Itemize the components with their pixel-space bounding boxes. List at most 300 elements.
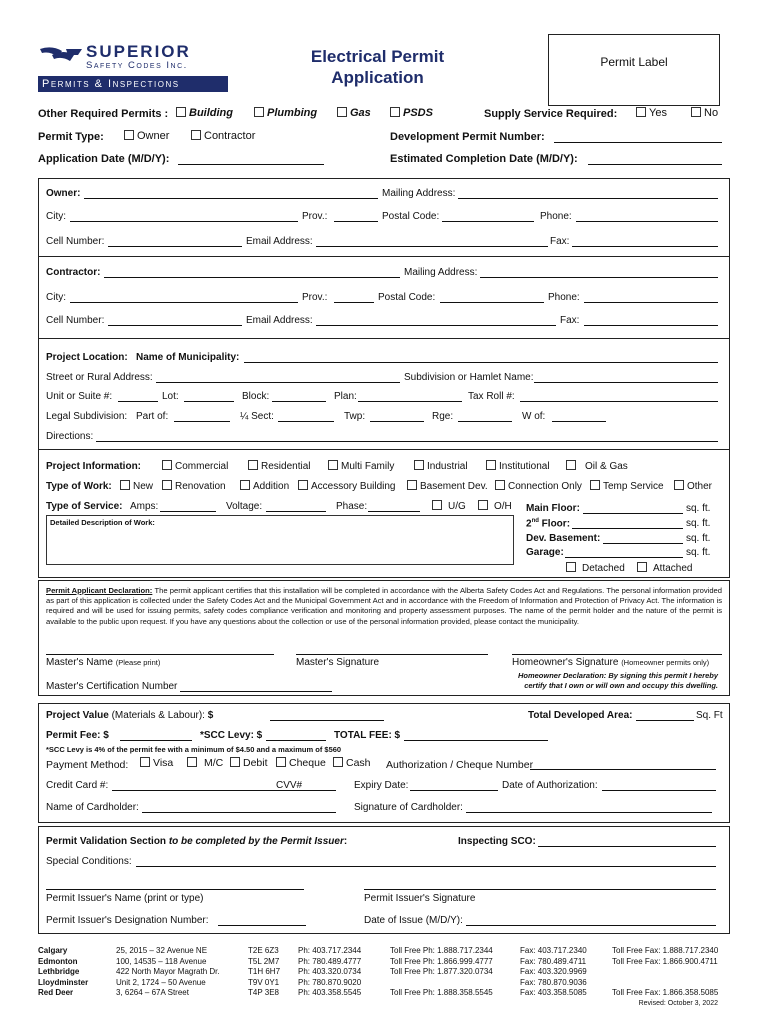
logo-swoosh-icon xyxy=(38,45,84,67)
municipality-field[interactable] xyxy=(244,362,718,363)
owner-fax-field[interactable] xyxy=(572,246,718,247)
work-temp-service-option[interactable] xyxy=(590,480,664,492)
main-floor-field[interactable] xyxy=(583,513,683,514)
permit-type-owner-option[interactable] xyxy=(124,130,169,142)
supply-yes-option[interactable] xyxy=(636,107,667,119)
office-fax: Fax: 403.320.9969 xyxy=(520,967,587,976)
auth-cheque-field[interactable] xyxy=(530,769,716,770)
total-developed-area-unit: Sq. Ft xyxy=(696,710,723,721)
work-renovation-checkbox[interactable] xyxy=(162,480,172,490)
type-of-service-label: Type of Service: xyxy=(46,501,123,512)
permit-type-owner-checkbox[interactable] xyxy=(124,130,134,140)
logo-banner: Permits & Inspections xyxy=(38,76,228,92)
twp-field[interactable] xyxy=(370,421,424,422)
cvv-label: CVV# xyxy=(276,780,303,791)
issuer-name-field[interactable] xyxy=(46,889,304,890)
plumbing-checkbox[interactable] xyxy=(254,107,264,117)
office-postal: T5L 2M7 xyxy=(248,956,280,966)
permit-type-contractor-option[interactable] xyxy=(191,130,255,142)
garage-field[interactable] xyxy=(565,557,683,558)
payment-method-label: Payment Method: xyxy=(46,759,129,771)
total-fee-label: TOTAL FEE: $ xyxy=(334,730,401,741)
owner-postal-field[interactable] xyxy=(442,221,534,222)
garage-label: Garage: xyxy=(526,547,564,558)
owner-prov-label: Prov.: xyxy=(302,211,328,222)
work-addition-label: Addition xyxy=(253,481,290,492)
office-postal: T4P 3E8 xyxy=(248,988,279,997)
work-other-label: Other xyxy=(687,481,713,492)
garage-attached-label: Attached xyxy=(653,563,693,574)
pay-cash-option[interactable] xyxy=(333,757,371,769)
scc-levy-label: *SCC Levy: $ xyxy=(200,730,263,741)
supply-no-option[interactable] xyxy=(691,107,718,119)
owner-city-field[interactable] xyxy=(70,221,298,222)
work-connection-option[interactable] xyxy=(495,480,582,492)
owner-city-label: City: xyxy=(46,211,66,222)
block-field[interactable] xyxy=(272,401,326,402)
office-fax: Fax: 780.489.4711 xyxy=(520,956,587,966)
work-other-checkbox[interactable] xyxy=(674,480,684,490)
voltage-label: Voltage: xyxy=(226,501,263,512)
work-connection-label: Connection Only xyxy=(508,481,582,492)
residential-checkbox[interactable] xyxy=(248,460,258,470)
est-completion-date-label: Estimated Completion Date (M/D/Y): xyxy=(390,153,578,165)
masters-cert-field[interactable] xyxy=(180,691,332,692)
divider-contractor-location xyxy=(38,338,730,339)
owner-phone-label: Phone: xyxy=(540,211,572,222)
footer-phones xyxy=(298,946,361,999)
pay-visa-label: Visa xyxy=(153,757,174,769)
credit-card-field[interactable] xyxy=(112,790,274,791)
commercial-label: Commercial xyxy=(175,461,229,472)
second-floor-field[interactable] xyxy=(572,528,683,529)
municipality-label: Name of Municipality: xyxy=(136,352,240,363)
office-tollfree-fax xyxy=(612,978,718,989)
plan-label: Plan: xyxy=(334,391,357,402)
office-tollfree-phone: Toll Free Ph: 1.866.999.4777 xyxy=(390,956,493,966)
project-information-label: Project Information: xyxy=(46,461,142,472)
owner-cell-label: Cell Number: xyxy=(46,236,105,247)
garage-attached-checkbox[interactable] xyxy=(637,562,647,572)
masters-cert-label: Master's Certification Number xyxy=(46,681,178,692)
unit-suite-label: Unit or Suite #: xyxy=(46,391,113,402)
work-accessory-option[interactable] xyxy=(298,480,395,492)
permit-type-owner-label: Owner xyxy=(137,130,170,142)
office-postal: T2E 6Z3 xyxy=(248,946,279,955)
issuer-signature-label: Permit Issuer's Signature xyxy=(364,893,476,904)
work-addition-checkbox[interactable] xyxy=(240,480,250,490)
plumbing-label: Plumbing xyxy=(267,107,318,119)
directions-label: Directions: xyxy=(46,431,94,442)
pay-visa-checkbox[interactable] xyxy=(140,757,150,767)
permit-fee-field[interactable] xyxy=(120,740,192,741)
footer-faxes xyxy=(520,946,587,999)
ug-checkbox[interactable] xyxy=(432,500,442,510)
dev-basement-field[interactable] xyxy=(603,543,683,544)
form-title xyxy=(290,46,465,88)
work-connection-checkbox[interactable] xyxy=(495,480,505,490)
oh-option[interactable] xyxy=(478,500,512,512)
owner-email-label: Email Address: xyxy=(246,236,313,247)
office-phone: Ph: 403.320.0734 xyxy=(298,967,362,976)
garage-unit: sq. ft. xyxy=(686,547,711,558)
office-phone: Ph: 403.358.5545 xyxy=(298,988,362,997)
cardholder-signature-label: Signature of Cardholder: xyxy=(354,802,463,813)
office-phone: Ph: 403.717.2344 xyxy=(298,946,362,955)
dev-permit-number-field[interactable] xyxy=(554,142,722,143)
industrial-checkbox[interactable] xyxy=(414,460,424,470)
office-postal: T9V 0Y1 xyxy=(248,977,280,987)
institutional-option[interactable] xyxy=(486,460,550,472)
office-tollfree-phone: Toll Free Ph: 1.888.717.2344 xyxy=(390,946,493,955)
logo-main-text: SUPERIOR xyxy=(86,42,191,61)
subdivision-field[interactable] xyxy=(534,382,718,383)
building-option[interactable] xyxy=(176,107,233,119)
logo-sub-text: Safety Codes Inc. xyxy=(86,60,188,71)
permit-type-contractor-checkbox[interactable] xyxy=(191,130,201,140)
cardholder-signature-field[interactable] xyxy=(466,812,712,813)
unit-suite-field[interactable] xyxy=(118,401,158,402)
work-new-option[interactable] xyxy=(120,480,153,492)
project-value-field[interactable] xyxy=(270,720,384,721)
industrial-option[interactable] xyxy=(414,460,468,472)
other-required-permits-label: Other Required Permits : xyxy=(38,108,169,120)
contractor-mailing-label: Mailing Address: xyxy=(404,267,478,278)
oil-gas-label: Oil & Gas xyxy=(585,461,628,472)
issuer-name-label: Permit Issuer's Name (print or type) xyxy=(46,893,204,904)
permit-label-box xyxy=(548,34,720,106)
owner-fax-label: Fax: xyxy=(550,236,570,247)
psds-label: PSDS xyxy=(403,107,433,119)
voltage-field[interactable] xyxy=(266,511,326,512)
supply-service-label: Supply Service Required: xyxy=(484,108,618,120)
declaration-text: The permit applicant certifies that this installation will be completed in accordance with the Alberta Safety Codes Act and Regulations. The personal information provided as part of this application is collected under the Safety Codes Act and the Municipal Government Act and in accordance with the Freedom of Information and Protection of Privacy Act. The information is required and will be used for issuing permits, safety codes compliance verification and monitoring and property assessment purposes. The name of the permit holder and the nature of the permit is available to the public upon request. If you have any questions about the collection or use of the personal information provided, please contact the municipality. xyxy=(46,586,722,626)
contractor-fax-field[interactable] xyxy=(584,325,718,326)
dev-basement-label: Dev. Basement: xyxy=(526,533,601,544)
footer-postal-codes xyxy=(248,946,280,999)
owner-phone-field[interactable] xyxy=(576,221,718,222)
detailed-description-label: Detailed Description of Work: xyxy=(50,518,155,527)
multi-family-checkbox[interactable] xyxy=(328,460,338,470)
date-of-issue-field[interactable] xyxy=(466,925,716,926)
oh-label: O/H xyxy=(494,501,512,512)
contractor-prov-label: Prov.: xyxy=(302,292,328,303)
phase-field[interactable] xyxy=(368,511,420,512)
scc-levy-field[interactable] xyxy=(266,740,326,741)
office-city: Red Deer xyxy=(38,988,74,997)
phase-label: Phase: xyxy=(336,501,368,512)
total-developed-area-label: Total Developed Area: xyxy=(528,710,633,721)
issuer-designation-label: Permit Issuer's Designation Number: xyxy=(46,915,209,926)
main-floor-label: Main Floor: xyxy=(526,503,580,514)
work-accessory-checkbox[interactable] xyxy=(298,480,308,490)
dev-basement-unit: sq. ft. xyxy=(686,533,711,544)
quarter-sect-label: ¼ Sect: xyxy=(240,411,274,422)
work-renovation-option[interactable] xyxy=(162,480,226,492)
twp-label: Twp: xyxy=(344,411,366,422)
block-label: Block: xyxy=(242,391,270,402)
contractor-postal-field[interactable] xyxy=(440,302,544,303)
supply-yes-label: Yes xyxy=(649,107,667,119)
contractor-cell-label: Cell Number: xyxy=(46,315,105,326)
ug-label: U/G xyxy=(448,501,466,512)
credit-card-label: Credit Card #: xyxy=(46,780,109,791)
declaration-paragraph xyxy=(46,586,722,627)
pay-visa-option[interactable] xyxy=(140,757,173,769)
type-of-work-label: Type of Work: xyxy=(46,481,112,492)
special-conditions-field[interactable] xyxy=(136,866,716,867)
dev-permit-number-label: Development Permit Number: xyxy=(390,131,545,143)
contractor-phone-label: Phone: xyxy=(548,292,580,303)
pay-debit-option[interactable] xyxy=(230,757,268,769)
plumbing-option[interactable] xyxy=(254,107,317,119)
office-phone: Ph: 780.489.4777 xyxy=(298,956,362,966)
pay-mc-option[interactable] xyxy=(187,757,223,769)
cvv-field[interactable] xyxy=(274,790,336,791)
lot-label: Lot: xyxy=(162,391,179,402)
date-of-auth-label: Date of Authorization: xyxy=(502,780,598,791)
owner-mailing-field[interactable] xyxy=(458,198,718,199)
garage-attached-option[interactable] xyxy=(637,562,692,574)
application-date-field[interactable] xyxy=(178,164,324,165)
office-city: Lloydminster xyxy=(38,977,89,987)
garage-detached-label: Detached xyxy=(582,563,625,574)
rge-field[interactable] xyxy=(458,421,512,422)
pay-debit-label: Debit xyxy=(243,757,268,769)
contractor-postal-label: Postal Code: xyxy=(378,292,436,303)
permit-label-text: Permit Label xyxy=(600,55,668,69)
main-floor-unit: sq. ft. xyxy=(686,503,711,514)
plan-field[interactable] xyxy=(358,401,462,402)
legal-subdivision-label: Legal Subdivision: xyxy=(46,411,128,422)
second-floor-label: 2nd Floor: xyxy=(526,518,571,530)
work-basement-option[interactable] xyxy=(407,480,488,492)
project-location-label: Project Location: xyxy=(46,352,128,363)
pay-cheque-option[interactable] xyxy=(276,757,326,769)
garage-detached-option[interactable] xyxy=(566,562,625,574)
cardholder-name-field[interactable] xyxy=(142,812,336,813)
oh-checkbox[interactable] xyxy=(478,500,488,510)
homeowner-signature-label: Homeowner's Signature (Homeowner permits only) xyxy=(512,657,710,668)
office-address: 3, 6264 – 67A Street xyxy=(116,988,189,997)
supply-no-label: No xyxy=(704,107,719,119)
footer-tollfree-faxes xyxy=(612,946,718,999)
pay-debit-checkbox[interactable] xyxy=(230,757,240,767)
office-tollfree-fax xyxy=(612,967,718,978)
subdivision-label: Subdivision or Hamlet Name: xyxy=(404,372,534,383)
work-new-label: New xyxy=(133,481,154,492)
contractor-email-label: Email Address: xyxy=(246,315,313,326)
psds-option[interactable] xyxy=(390,107,433,119)
part-of-label: Part of: xyxy=(136,411,169,422)
footer-addresses xyxy=(116,946,220,999)
homeowner-signature-field[interactable] xyxy=(512,654,722,655)
company-logo xyxy=(38,42,234,94)
total-developed-area-field[interactable] xyxy=(636,720,694,721)
work-other-option[interactable] xyxy=(674,480,712,492)
institutional-label: Institutional xyxy=(499,461,550,472)
office-address: 100, 14535 – 118 Avenue xyxy=(116,956,207,966)
expiry-date-field[interactable] xyxy=(410,790,498,791)
w-of-label: W of: xyxy=(522,411,546,422)
pay-cash-checkbox[interactable] xyxy=(333,757,343,767)
contractor-fax-label: Fax: xyxy=(560,315,580,326)
office-address: Unit 2, 1724 – 50 Avenue xyxy=(116,977,206,987)
directions-field[interactable] xyxy=(96,441,718,442)
divider-location-project xyxy=(38,449,730,450)
owner-email-field[interactable] xyxy=(316,246,548,247)
contractor-city-label: City: xyxy=(46,292,66,303)
industrial-label: Industrial xyxy=(427,461,468,472)
total-fee-field[interactable] xyxy=(404,740,548,741)
special-conditions-label: Special Conditions: xyxy=(46,856,132,867)
office-city: Calgary xyxy=(38,946,68,955)
office-postal: T1H 6H7 xyxy=(248,967,281,976)
gas-option[interactable] xyxy=(337,107,371,119)
psds-checkbox[interactable] xyxy=(390,107,400,117)
date-of-issue-label: Date of Issue (M/D/Y): xyxy=(364,915,463,926)
office-fax: Fax: 403.717.2340 xyxy=(520,946,587,955)
multi-family-label: Multi Family xyxy=(341,461,395,472)
office-tollfree-fax: Toll Free Fax: 1.866.358.5085 xyxy=(612,988,719,997)
footer-cities xyxy=(38,946,88,999)
garage-detached-checkbox[interactable] xyxy=(566,562,576,572)
auth-cheque-label: Authorization / Cheque Number xyxy=(386,759,534,771)
contractor-label: Contractor: xyxy=(46,267,101,278)
second-floor-unit: sq. ft. xyxy=(686,518,711,529)
masters-signature-field[interactable] xyxy=(296,654,488,655)
issuer-designation-field[interactable] xyxy=(218,925,306,926)
office-fax: Fax: 403.358.5085 xyxy=(520,988,587,997)
work-temp-service-checkbox[interactable] xyxy=(590,480,600,490)
office-phone: Ph: 780.870.9020 xyxy=(298,977,362,987)
owner-name-field[interactable] xyxy=(84,198,378,199)
declaration-heading: Permit Applicant Declaration: xyxy=(46,586,153,595)
contractor-mailing-field[interactable] xyxy=(480,277,718,278)
work-temp-service-label: Temp Service xyxy=(603,481,664,492)
contractor-prov-field[interactable] xyxy=(334,302,374,303)
contractor-city-field[interactable] xyxy=(70,302,298,303)
part-of-field[interactable] xyxy=(174,421,230,422)
office-city: Edmonton xyxy=(38,956,78,966)
scc-levy-note: *SCC Levy is 4% of the permit fee with a minimum of $4.50 and a maximum of $560 xyxy=(46,745,342,754)
w-of-field[interactable] xyxy=(552,421,606,422)
issuer-signature-field[interactable] xyxy=(364,889,716,890)
work-basement-checkbox[interactable] xyxy=(407,480,417,490)
pay-cheque-label: Cheque xyxy=(289,757,326,769)
project-value-label: Project Value (Materials & Labour): $ xyxy=(46,710,214,721)
rge-label: Rge: xyxy=(432,411,454,422)
homeowner-declaration-line-1: Homeowner Declaration: By signing this permit I hereby xyxy=(517,671,718,680)
permit-fee-label: Permit Fee: $ xyxy=(46,730,109,741)
detailed-description-box[interactable] xyxy=(46,515,514,565)
supply-no-checkbox[interactable] xyxy=(691,107,701,117)
est-completion-date-field[interactable] xyxy=(588,164,722,165)
contractor-email-field[interactable] xyxy=(316,325,556,326)
street-address-field[interactable] xyxy=(156,382,400,383)
masters-name-label: Master's Name (Please print) xyxy=(46,657,161,668)
work-basement-label: Basement Dev. xyxy=(420,481,488,492)
contractor-phone-field[interactable] xyxy=(584,302,718,303)
work-addition-option[interactable] xyxy=(240,480,289,492)
building-label: Building xyxy=(189,107,233,119)
institutional-checkbox[interactable] xyxy=(486,460,496,470)
office-address: 422 North Mayor Magrath Dr. xyxy=(116,967,220,976)
office-city: Lethbridge xyxy=(38,967,80,976)
owner-postal-label: Postal Code: xyxy=(382,211,440,222)
homeowner-declaration-line-2: certify that I own or will own and occupy this dwelling. xyxy=(524,681,718,690)
permit-type-label: Permit Type: xyxy=(38,131,104,143)
pay-cash-label: Cash xyxy=(346,757,371,769)
owner-prov-field[interactable] xyxy=(334,221,378,222)
pay-mc-checkbox[interactable] xyxy=(187,757,197,767)
validation-heading: Permit Validation Section to be completed by the Permit Issuer: xyxy=(46,836,348,847)
oil-gas-checkbox[interactable] xyxy=(566,460,576,470)
revised-date: Revised: October 3, 2022 xyxy=(638,1000,718,1007)
contractor-name-field[interactable] xyxy=(104,277,400,278)
gas-checkbox[interactable] xyxy=(337,107,347,117)
building-checkbox[interactable] xyxy=(176,107,186,117)
tax-roll-label: Tax Roll #: xyxy=(468,391,515,402)
tax-roll-field[interactable] xyxy=(520,401,718,402)
office-fax: Fax: 780.870.9036 xyxy=(520,977,587,987)
street-address-label: Street or Rural Address: xyxy=(46,372,153,383)
commercial-option[interactable] xyxy=(162,460,228,472)
office-tollfree-phone xyxy=(390,978,493,989)
residential-option[interactable] xyxy=(248,460,310,472)
permit-type-contractor-label: Contractor xyxy=(204,130,256,142)
office-tollfree-phone: Toll Free Ph: 1.888.358.5545 xyxy=(390,988,493,997)
office-tollfree-fax: Toll Free Fax: 1.888.717.2340 xyxy=(612,946,719,955)
quarter-sect-field[interactable] xyxy=(278,421,334,422)
work-accessory-label: Accessory Building xyxy=(311,481,396,492)
lot-field[interactable] xyxy=(184,401,234,402)
owner-label: Owner: xyxy=(46,188,81,199)
ug-option[interactable] xyxy=(432,500,466,512)
title-line-1: Electrical Permit xyxy=(310,47,445,66)
pay-mc-label: M/C xyxy=(204,757,224,769)
expiry-date-label: Expiry Date: xyxy=(354,780,409,791)
office-tollfree-phone: Toll Free Ph: 1.877.320.0734 xyxy=(390,967,493,976)
residential-label: Residential xyxy=(261,461,311,472)
amps-field[interactable] xyxy=(160,511,216,512)
masters-signature-label: Master's Signature xyxy=(296,657,380,668)
office-address: 25, 2015 – 32 Avenue NE xyxy=(116,946,208,955)
application-date-label: Application Date (M/D/Y): xyxy=(38,153,170,165)
footer-tollfree-phones xyxy=(390,946,493,999)
date-of-auth-field[interactable] xyxy=(602,790,716,791)
amps-label: Amps: xyxy=(130,501,159,512)
inspecting-sco-label: Inspecting SCO: xyxy=(458,836,536,847)
multi-family-option[interactable] xyxy=(328,460,394,472)
divider-owner-contractor xyxy=(38,256,730,257)
title-line-2: Application xyxy=(331,68,424,87)
work-new-checkbox[interactable] xyxy=(120,480,130,490)
masters-name-field[interactable] xyxy=(46,654,274,655)
oil-gas-option[interactable] xyxy=(566,460,628,472)
owner-cell-field[interactable] xyxy=(108,246,242,247)
office-tollfree-fax: Toll Free Fax: 1.866.900.4711 xyxy=(612,956,718,966)
supply-yes-checkbox[interactable] xyxy=(636,107,646,117)
owner-mailing-label: Mailing Address: xyxy=(382,188,456,199)
cardholder-name-label: Name of Cardholder: xyxy=(46,802,139,813)
gas-label: Gas xyxy=(350,107,371,119)
contractor-cell-field[interactable] xyxy=(108,325,242,326)
pay-cheque-checkbox[interactable] xyxy=(276,757,286,767)
inspecting-sco-field[interactable] xyxy=(538,846,716,847)
work-renovation-label: Renovation xyxy=(175,481,226,492)
commercial-checkbox[interactable] xyxy=(162,460,172,470)
